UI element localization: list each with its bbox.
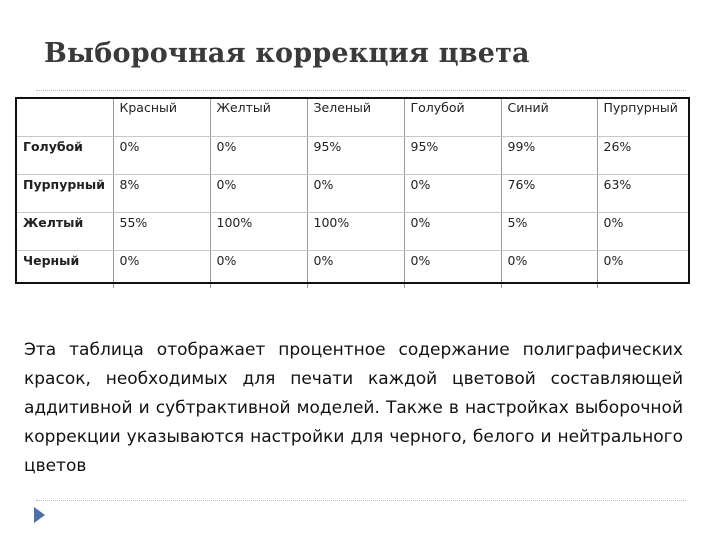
table-cell: 0% [501,251,597,289]
color-correction-table [16,98,690,288]
table-row [16,251,690,289]
table-cell: 0% [307,251,404,289]
row-label: Голубой [16,137,113,175]
table-cell: 0% [113,251,210,289]
table-row [16,213,690,251]
table-cell: 8% [113,175,210,213]
table-cell: 26% [597,137,690,175]
table-cell: 0% [603,253,624,268]
table-cell: 0% [404,213,501,251]
table-cell: 5% [501,213,597,251]
table-cell: 100% [307,213,404,251]
header-cell-cyan: Голубой [404,98,501,137]
header-cell-yellow: Желтый [210,98,307,137]
table-cell: 63% [597,175,690,213]
table-cell: 100% [210,213,307,251]
header-cell-red: Красный [113,98,210,137]
table-cell: 0% [210,251,307,289]
table-cell: 0% [307,175,404,213]
table-header-row [16,98,690,137]
table-row [16,137,690,175]
header-cell-blue: Синий [501,98,597,137]
table-cell: 0% [597,213,690,251]
table-row [16,175,690,213]
table-cell: 0% [404,175,501,213]
slide-title: Выборочная коррекция цвета [44,38,530,69]
header-cell-magenta: Пурпурный [597,98,690,137]
body-paragraph: Эта таблица отображает процентное содержание полиграфических красок, необходимых для печати каждой цветовой составляющей аддитивной и субтрактивной моделей. Также в настройках выборочной коррекции указываются настройки для черного, белого и нейтрального цветов [24,340,683,476]
table-cell: 0% [404,251,501,289]
table-cell: 55% [113,213,210,251]
table-cell: 0% [210,175,307,213]
header-cell-empty [16,98,113,137]
triangle-arrow-right-icon[interactable] [34,507,45,523]
table-cell: 76% [501,175,597,213]
table-cell: 99% [501,137,597,175]
header-cell-green: Зеленый [307,98,404,137]
table-cell: 0% [210,137,307,175]
bottom-divider [36,500,686,501]
table-cell: 95% [307,137,404,175]
row-label: Желтый [16,213,113,251]
top-divider [36,90,686,91]
row-label: Черный [16,251,113,289]
table-cell: 0% [113,137,210,175]
table-cell: 95% [404,137,501,175]
row-label: Пурпурный [16,175,113,213]
